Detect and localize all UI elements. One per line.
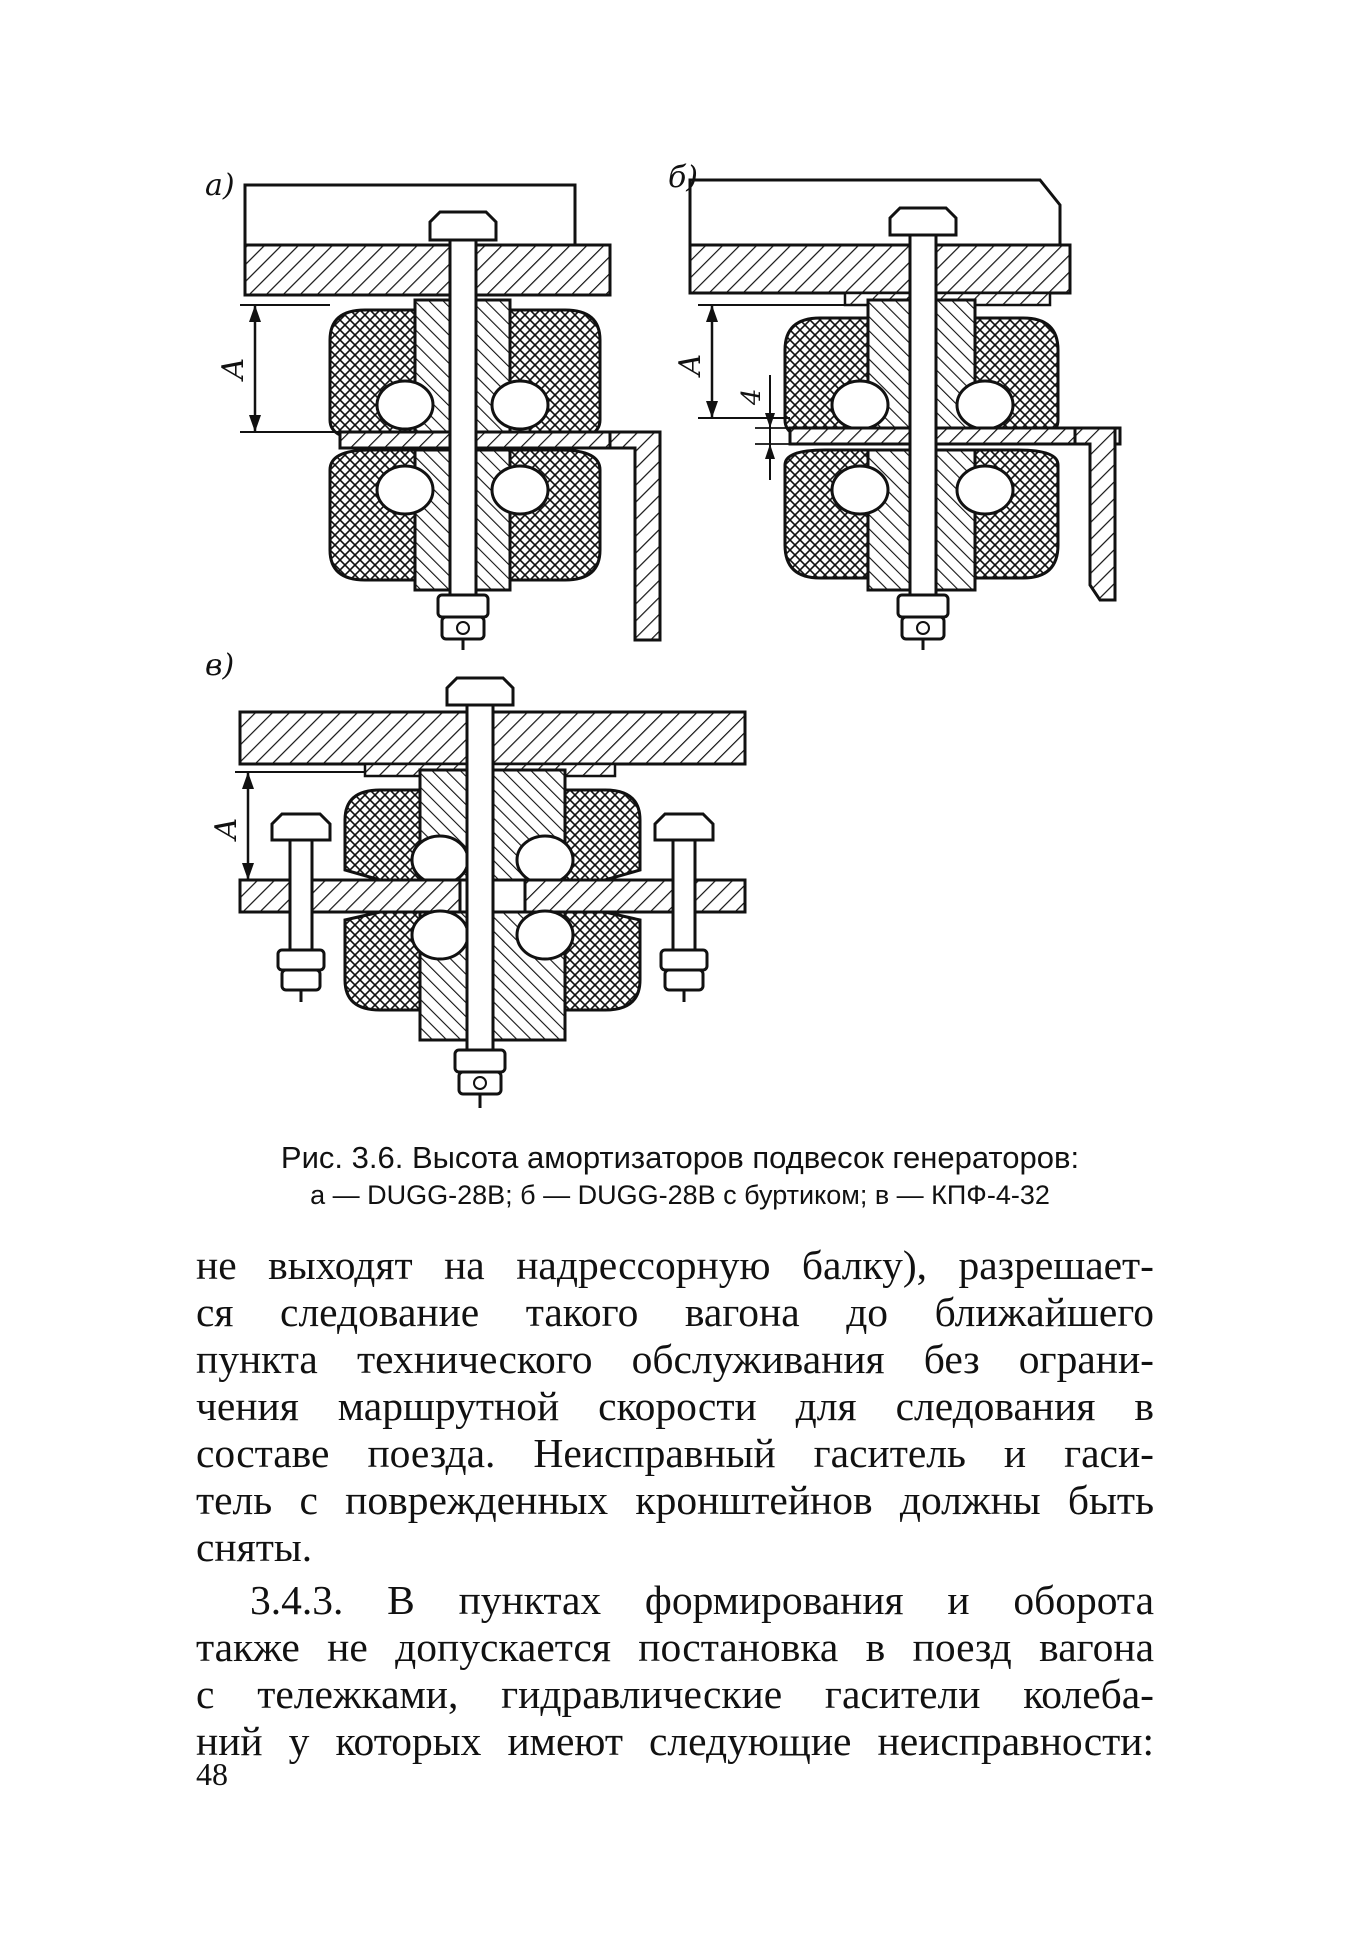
dimension-b-gap-label: 4 [737,388,767,405]
paragraph-1 [196,1242,1154,1571]
caption-line-2: а — DUGG-28B; б — DUGG-28B с буртиком; в — КПФ-4-32 [310,1180,1050,1210]
assembly-c-bolt-head [447,678,513,705]
paragraph-1-line-6: тель с поврежденных кронштейнов должны быть [196,1477,1154,1523]
sublabel-b: б) [668,160,699,195]
paragraph-1-line-2: ся следование такого вагона до ближайшего [196,1289,1154,1335]
assembly-b-bolt-head [890,208,956,235]
figure-caption [150,1138,1210,1212]
dimension-c-label: А [209,817,244,840]
paragraph-2-line-1: 3.4.3. В пунктах формирования и оборота [250,1577,1154,1623]
paragraph-1-line-3: пункта технического обслуживания без ограни- [196,1336,1154,1382]
paragraph-2-line-2: также не допускается постановка в поезд вагона [196,1624,1154,1670]
assembly-b [690,180,1120,650]
assembly-a [240,185,660,650]
assembly-a-bolt-head [430,212,496,240]
dimension-a-label: А [216,357,251,380]
sublabel-a: а) [205,168,235,203]
assembly-a-angle-bracket [610,432,660,640]
body-text [196,1242,1154,1765]
paragraph-1-line-1: не выходят на надрессорную балку), разрешает- [196,1242,1154,1288]
page-number: 48 [196,1756,228,1792]
assembly-a-bolt [450,240,476,595]
paragraph-1-line-4: чения маршрутной скорости для следования в [196,1383,1154,1429]
assembly-b-top-plate [690,245,1070,293]
assembly-b-frame-outline [690,180,1060,245]
assembly-a-top-plate [245,245,610,295]
assembly-c-bolt [467,705,493,1050]
assembly-a-frame-outline [245,185,575,245]
sublabel-c: в) [205,648,235,683]
assembly-c [235,678,745,1108]
paragraph-2 [196,1577,1154,1765]
paragraph-2-line-3: с тележками, гидравлические гасители колеба- [196,1671,1154,1717]
caption-line-1: Рис. 3.6. Высота амортизаторов подвесок генераторов: [280,1140,1080,1175]
assembly-c-left-bracket [240,880,460,912]
dimension-b-label: А [673,353,708,376]
assembly-c-right-bracket [525,880,745,912]
paragraph-1-line-5: составе поезда. Неисправный гаситель и гаси- [196,1430,1154,1476]
paragraph-2-line-4: ний у которых имеют следующие неисправности: [196,1718,1154,1764]
paragraph-1-line-7: сняты. [196,1524,313,1570]
assembly-b-bolt [910,235,936,595]
assembly-b-angle-bracket [1075,428,1115,600]
